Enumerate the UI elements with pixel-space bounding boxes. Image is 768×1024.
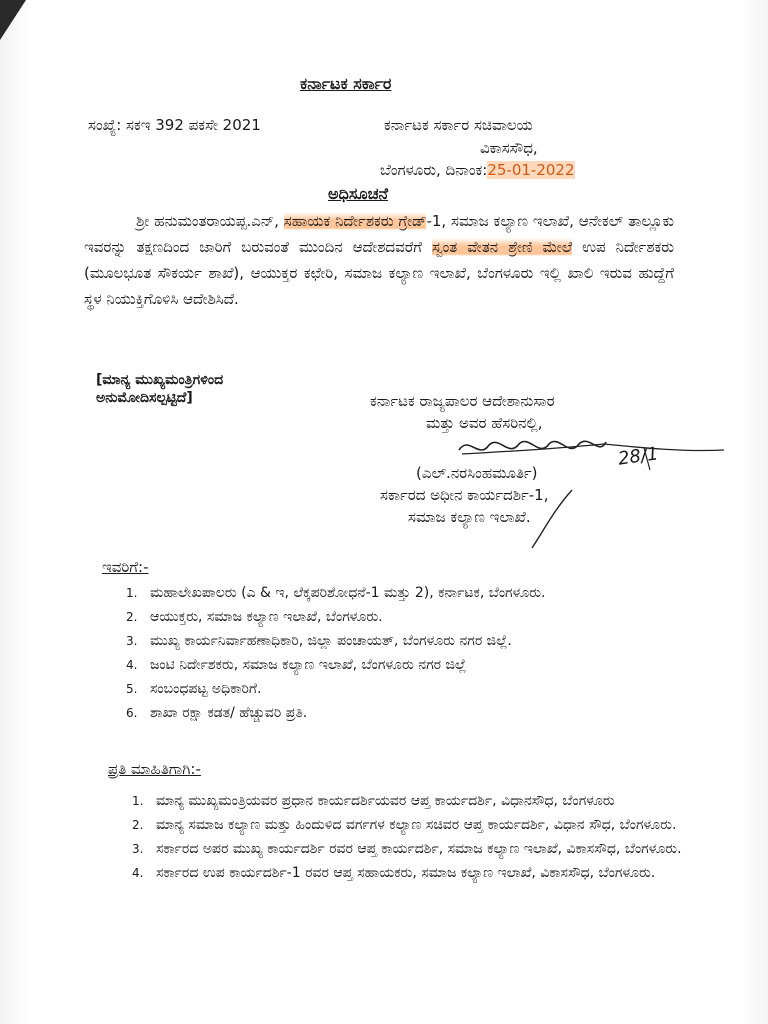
- place-date-line: [380, 161, 575, 179]
- recipients-list: [126, 584, 682, 728]
- signatory-name: (ಎಲ್.ನರಸಿಂಹಮೂರ್ತಿ): [416, 464, 538, 482]
- list-item: 4. ಸರ್ಕಾರದ ಉಪ ಕಾರ್ಯದರ್ಶಿ-1 ರವರ ಆಪ್ತ ಸಹಾಯಕರು, ಸಮಾಜ ಕಲ್ಯಾಣ ಇಲಾಖೆ, ವಿಕಾಸಸೌಧ, ಬೆಂಗಳೂರು.: [132, 865, 656, 881]
- signatory-designation: ಸರ್ಕಾರದ ಅಧೀನ ಕಾರ್ಯದರ್ಶಿ-1,: [380, 486, 549, 504]
- order-date: 25-01-2022: [487, 161, 575, 179]
- body-part-1: ಶ್ರೀ ಹನುಮಂತರಾಯಪ್ಪ.ಎನ್,: [136, 212, 284, 230]
- office-line-1: ಕರ್ನಾಟಕ ಸರ್ಕಾರ ಸಚಿವಾಲಯ: [384, 116, 533, 134]
- list-item: 2. ಮಾನ್ಯ ಸಮಾಜ ಕಲ್ಯಾಣ ಮತ್ತು ಹಿಂದುಳಿದ ವರ್ಗಗಳ ಕಲ್ಯಾಣ ಸಚಿವರ ಆಪ್ತ ಕಾರ್ಯದರ್ಶಿ, ವಿಧಾನ ಸೌಧ, ಬೆಂಗಳೂರು.: [132, 817, 677, 833]
- list-item: 1. ಮಹಾಲೇಖಪಾಲರು (ಎ & ಇ, ಲೆಕ್ಕಪರಿಶೋಧನೆ-1 ಮತ್ತು 2), ಕರ್ನಾಟಕ, ಬೆಂಗಳೂರು.: [126, 585, 546, 601]
- approval-line-2: ಅನುಮೋದಿಸಲ್ಪಟ್ಟಿದೆ]: [96, 390, 193, 406]
- scan-edge-shadow: [0, 0, 26, 40]
- list-item: 1. ಮಾನ್ಯ ಮುಖ್ಯಮಂತ್ರಿಯವರ ಪ್ರಧಾನ ಕಾರ್ಯದರ್ಶಿಯವರ ಆಪ್ತ ಕಾರ್ಯದರ್ಶಿ, ವಿಧಾನಸೌಧ, ಬೆಂಗಳೂರು: [132, 793, 615, 809]
- signatory-authority-line: ಕರ್ನಾಟಕ ರಾಜ್ಯಪಾಲರ ಆದೇಶಾನುಸಾರ: [370, 392, 555, 410]
- signatory-department: ಸಮಾಜ ಕಲ್ಯಾಣ ಇಲಾಖೆ.: [408, 508, 531, 526]
- highlight-pay-scale: ಸ್ವಂತ ವೇತನ ಶ್ರೇಣಿ ಮೇಲೆ: [432, 238, 573, 256]
- place-date-prefix: ಬೆಂಗಳೂರು, ದಿನಾಂಕ:: [380, 161, 488, 179]
- handwritten-date: 28/1: [616, 443, 660, 470]
- highlight-designation: ಸಹಾಯಕ ನಿರ್ದೇಶಕರು ಗ್ರೇಡ್: [283, 212, 427, 230]
- copy-list: [132, 792, 702, 888]
- approval-line-1: [ಮಾನ್ಯ ಮುಖ್ಯಮಂತ್ರಿಗಳಿಂದ: [96, 372, 224, 388]
- list-item: 6. ಶಾಖಾ ರಕ್ಷಾ ಕಡತ/ ಹೆಚ್ಚುವರಿ ಪ್ರತಿ.: [126, 705, 308, 721]
- list-item: 3. ಸರ್ಕಾರದ ಅಪರ ಮುಖ್ಯ ಕಾರ್ಯದರ್ಶಿ ರವರ ಆಪ್ತ ಕಾರ್ಯದರ್ಶಿ, ಸಮಾಜ ಕಲ್ಯಾಣ ಇಲಾಖೆ, ವಿಕಾಸಸೌಧ, ಬೆಂಗಳೂರು.: [132, 841, 682, 857]
- government-title: ಕರ್ನಾಟಕ ಸರ್ಕಾರ: [300, 74, 392, 93]
- notification-body: [84, 208, 674, 312]
- list-item: 5. ಸಂಬಂಧಪಟ್ಟ ಅಧಿಕಾರಿಗೆ.: [126, 681, 262, 697]
- body-part-3: ಉಪ ನಿರ್ದೇಶಕರು (ಮೂಲಭೂತ ಸೌಕರ್ಯ ಶಾಖೆ), ಆಯುಕ್ತರ ಕಛೇರಿ, ಸಮಾಜ ಕಲ್ಯಾಣ ಇಲಾಖೆ, ಬೆಂಗಳೂರು ಇಲ್ಲಿ ಖಾಲಿ ಇರುವ ಹುದ್ದೆಗೆ ಸ್ಥಳ ನಿಯುಕ್ತಿಗೊಳಿಸಿ ಆದೇಶಿಸಿದೆ.: [84, 238, 674, 308]
- list-item: 2. ಆಯುಕ್ತರು, ಸಮಾಜ ಕಲ್ಯಾಣ ಇಲಾಖೆ, ಬೆಂಗಳೂರು.: [126, 609, 383, 625]
- body-part-2: -1, ಸಮಾಜ ಕಲ್ಯಾಣ ಇಲಾಖೆ, ಆನೇಕಲ್ ತಾಲ್ಲೂಕು ಇವರನ್ನು ತಕ್ಷಣದಿಂದ ಜಾರಿಗೆ ಬರುವಂತೆ ಮುಂದಿನ ಆದೇಶದವರೆಗೆ: [84, 212, 674, 256]
- copy-heading: ಪ್ರತಿ ಮಾಹಿತಿಗಾಗಿ:-: [108, 760, 201, 778]
- notification-heading: ಅಧಿಸೂಚನೆ: [328, 184, 389, 203]
- recipients-heading: ಇವರಿಗೆ:-: [102, 558, 149, 576]
- signatory-name-line: ಮತ್ತು ಅವರ ಹೆಸರಿನಲ್ಲಿ,: [426, 414, 543, 432]
- reference-number: ಸಂಖ್ಯೆ: ಸಕಇ 392 ಪಕಸೇ 2021: [88, 116, 261, 134]
- list-item: 3. ಮುಖ್ಯ ಕಾರ್ಯನಿರ್ವಾಹಣಾಧಿಕಾರಿ, ಜಿಲ್ಲಾ ಪಂಚಾಯತ್, ಬೆಂಗಳೂರು ನಗರ ಜಿಲ್ಲೆ.: [126, 633, 512, 649]
- office-line-2: ವಿಕಾಸಸೌಧ,: [480, 139, 538, 157]
- list-item: 4. ಜಂಟಿ ನಿರ್ದೇಶಕರು, ಸಮಾಜ ಕಲ್ಯಾಣ ಇಲಾಖೆ, ಬೆಂಗಳೂರು ನಗರ ಜಿಲ್ಲೆ: [126, 657, 467, 673]
